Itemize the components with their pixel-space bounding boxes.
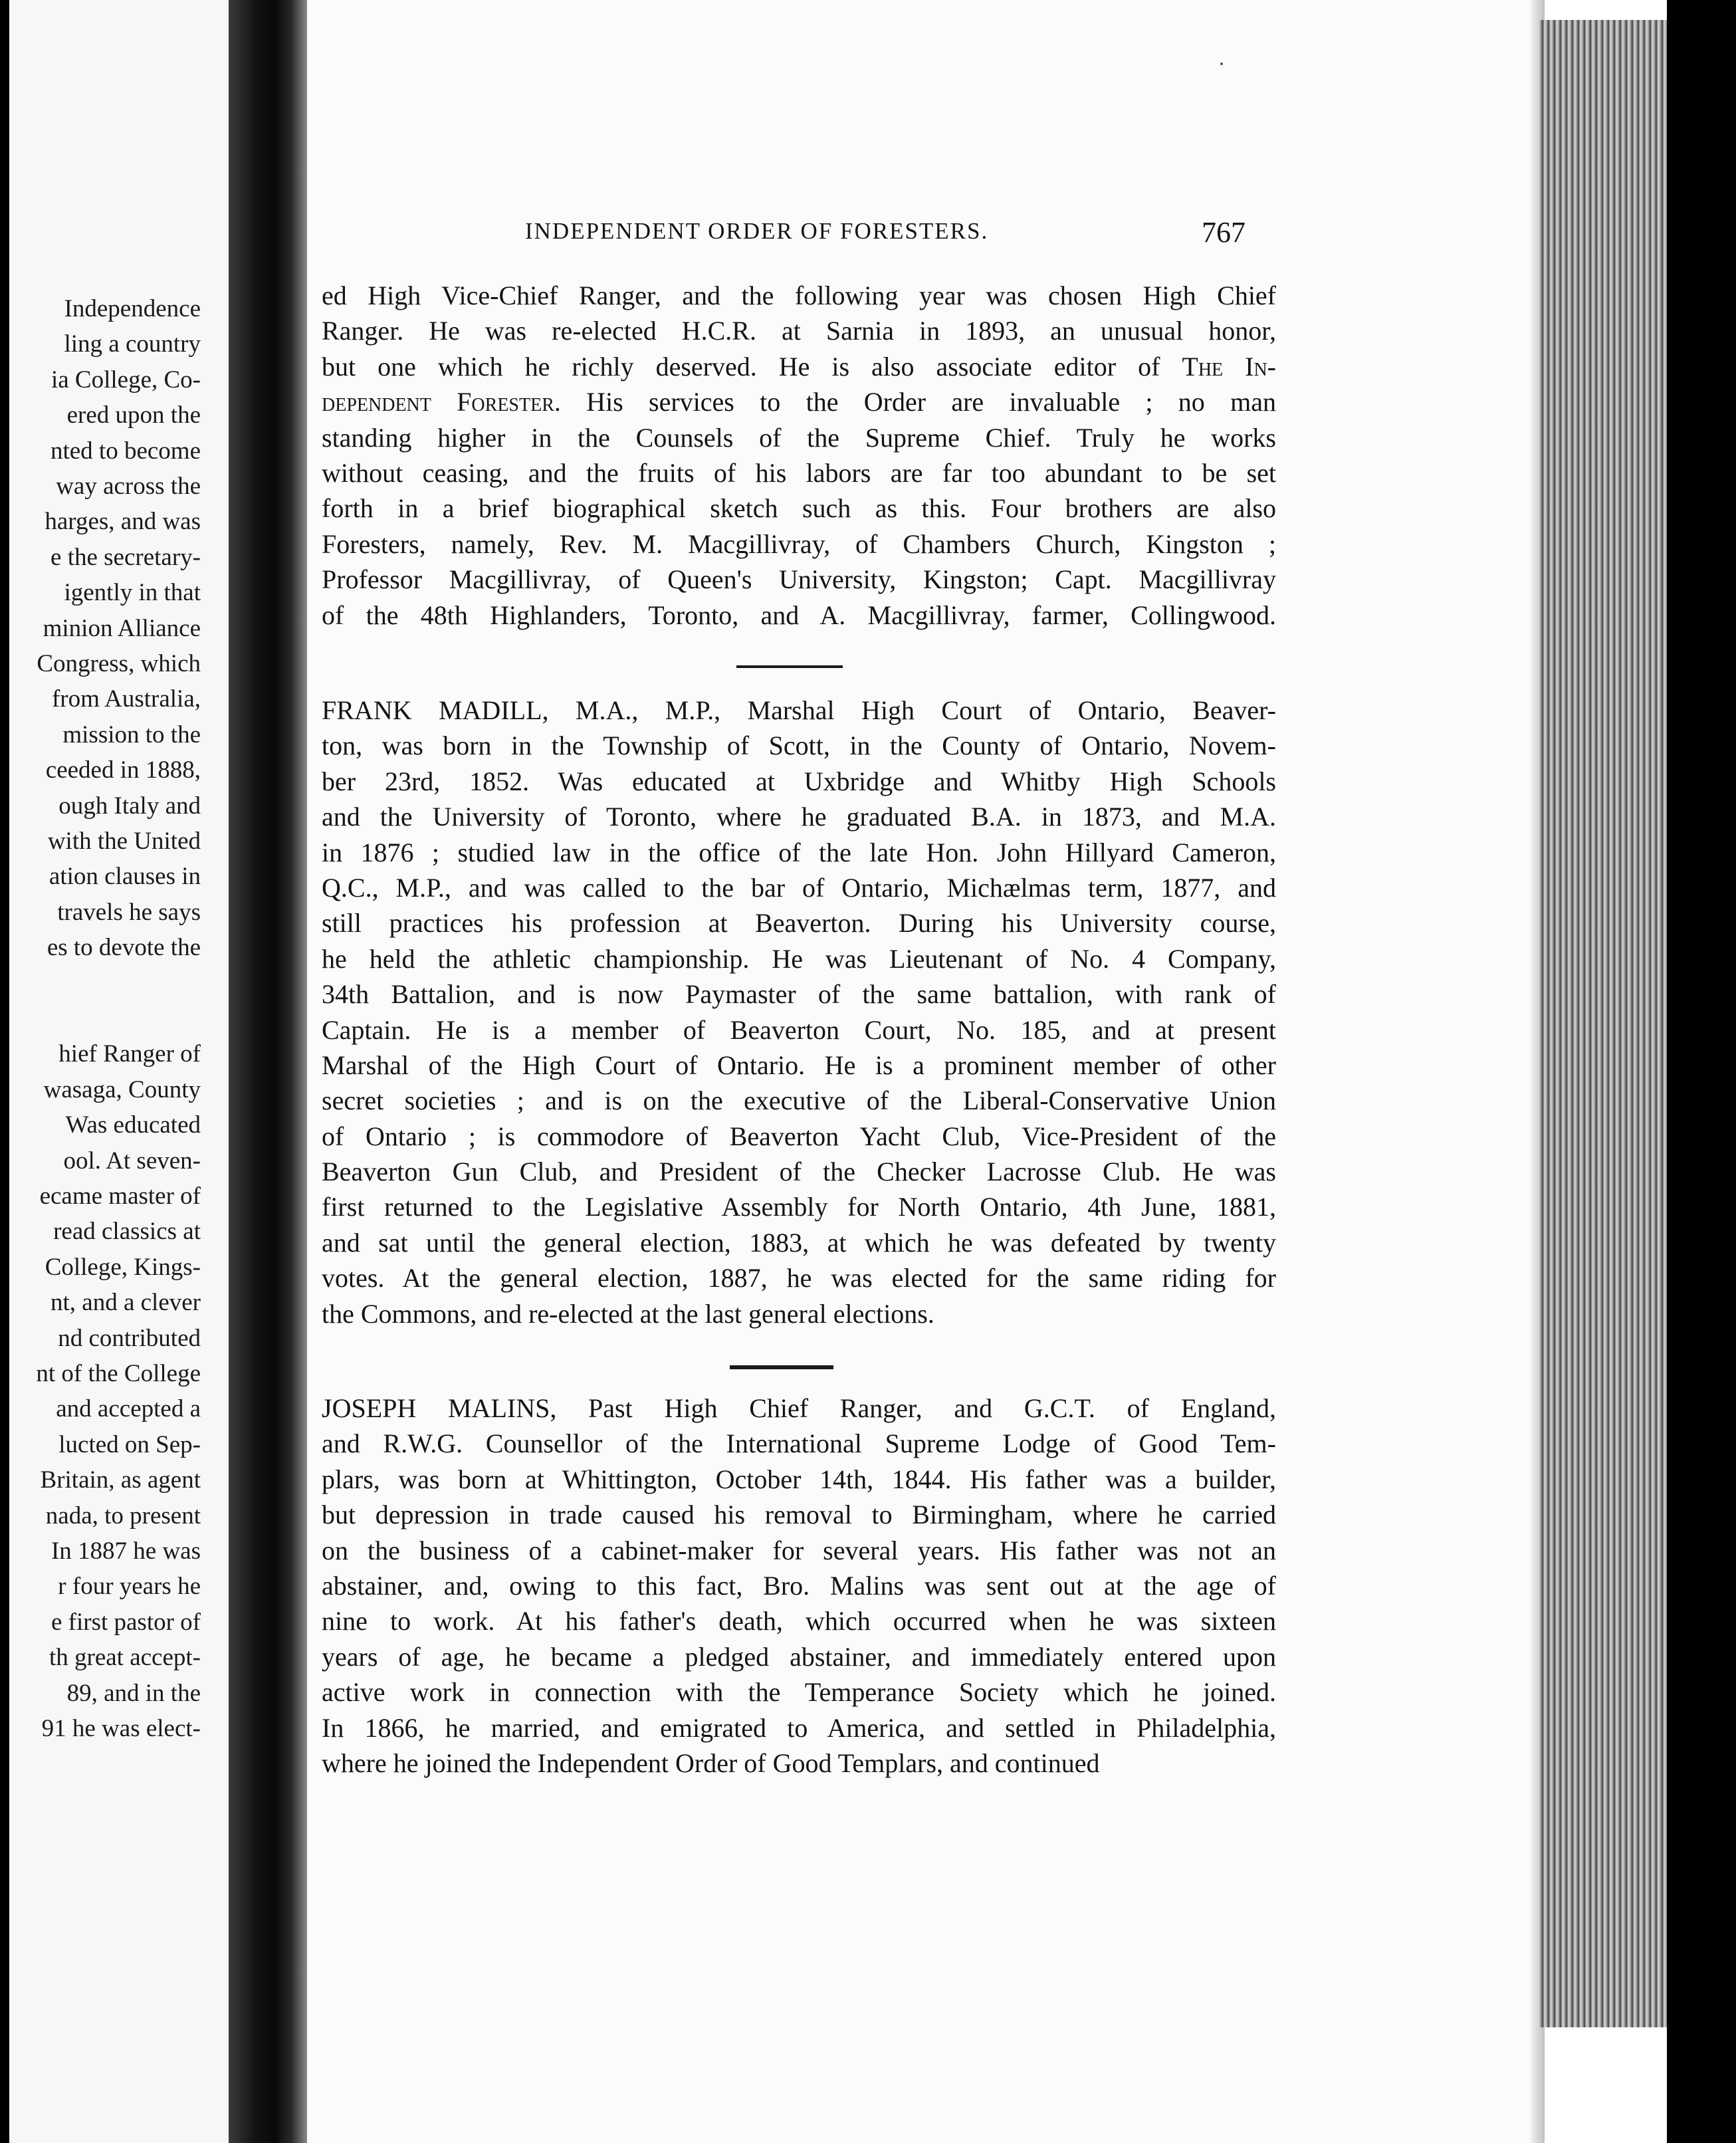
text-line: he held the athletic championship. He was Lieutenant of No. 4 Company, <box>322 943 1276 974</box>
section-divider <box>730 1365 833 1369</box>
facing-page-line: travels he says <box>57 898 201 926</box>
facing-page-line: wasaga, County <box>43 1075 201 1103</box>
publication-title: The In- <box>1182 351 1276 382</box>
text-line: secret societies ; and is on the executive of the Liberal-Conservative Union <box>322 1085 1276 1116</box>
text-line: Captain. He is a member of Beaverton Court, No. 185, and at present <box>322 1014 1276 1045</box>
facing-page-line: Congress, which <box>37 650 201 677</box>
text-line: but depression in trade caused his removal to Birmingham, where he carried <box>322 1500 1276 1530</box>
paragraph-frank-madill <box>322 693 1276 1331</box>
text-line: and the University of Toronto, where he graduated B.A. in 1873, and M.A. <box>322 802 1276 832</box>
facing-page-line: Britain, as agent <box>40 1466 201 1494</box>
facing-page-line: hief Ranger of <box>58 1040 201 1068</box>
text-line: Professor Macgillivray, of Queen's University, Kingston; Capt. Macgillivray <box>322 564 1276 595</box>
page-number: 767 <box>1202 216 1246 249</box>
text-line: active work in connection with the Temperance Society which he joined. <box>322 1677 1276 1708</box>
text-run: but one which he richly deserved. He is also associate editor of <box>322 351 1182 382</box>
text-line: nine to work. At his father's death, which occurred when he was sixteen <box>322 1606 1276 1636</box>
facing-page-line: way across the <box>56 473 201 500</box>
facing-page-line: ool. At seven- <box>63 1147 201 1175</box>
text-line: still practices his profession at Beaverton. During his University course, <box>322 908 1276 939</box>
publication-title: dependent Forester. <box>322 387 561 417</box>
facing-page-line: harges, and was <box>45 508 201 536</box>
facing-page-line: with the United <box>47 828 201 855</box>
text-line: the Commons, and re-elected at the last general elections. <box>322 1298 934 1329</box>
text-line: first returned to the Legislative Assembly for North Ontario, 4th June, 1881, <box>322 1192 1276 1222</box>
text-line: in 1876 ; studied law in the office of the late Hon. John Hillyard Cameron, <box>322 837 1276 867</box>
facing-page-line: th great accept- <box>49 1644 201 1672</box>
text-line: without ceasing, and the fruits of his labors are far too abundant to be set <box>322 457 1276 488</box>
facing-page-line: ecame master of <box>39 1183 201 1210</box>
text-line: JOSEPH MALINS, Past High Chief Ranger, and G.C.T. of England, <box>322 1393 1276 1423</box>
text-line: In 1866, he married, and emigrated to America, and settled in Philadelphia, <box>322 1712 1276 1743</box>
facing-page-line: ceeded in 1888, <box>45 756 201 784</box>
facing-page-line: ia College, Co- <box>51 366 201 394</box>
text-line: where he joined the Independent Order of Good Templars, and continued <box>322 1748 1100 1778</box>
facing-page-line: ling a country <box>64 330 201 358</box>
facing-page-line: nt, and a clever <box>51 1289 201 1317</box>
facing-page-line: ough Italy and <box>58 792 201 820</box>
facing-page-text <box>9 0 229 2143</box>
facing-page-line: minion Alliance <box>43 614 201 642</box>
book-page-edges <box>1539 20 1667 2027</box>
text-line: of the 48th Highlanders, Toronto, and A. Macgillivray, farmer, Collingwood. <box>322 600 1276 630</box>
facing-page-line: 91 he was elect- <box>41 1715 201 1742</box>
text-line: plars, was born at Whittington, October 14th, 1844. His father was a builder, <box>322 1464 1276 1494</box>
facing-page-line: nd contributed <box>58 1324 201 1352</box>
text-line: Marshal of the High Court of Ontario. He is a prominent member of other <box>322 1050 1276 1080</box>
text-line: on the business of a cabinet-maker for several years. His father was not an <box>322 1535 1276 1565</box>
text-line: and sat until the general election, 1883, at which he was defeated by twenty <box>322 1227 1276 1258</box>
text-line: years of age, he became a pledged abstainer, and immediately entered upon <box>322 1641 1276 1672</box>
text-line: forth in a brief biographical sketch such as this. Four brothers are also <box>322 493 1276 524</box>
text-line: ton, was born in the Township of Scott, in the County of Ontario, Novem- <box>322 731 1276 761</box>
text-line: ber 23rd, 1852. Was educated at Uxbridge and Whitby High Schools <box>322 766 1276 796</box>
facing-page-line: igently in that <box>64 579 201 607</box>
text-line: FRANK MADILL, M.A., M.P., Marshal High Court of Ontario, Beaver- <box>322 695 1276 725</box>
text-line: 34th Battalion, and is now Paymaster of the same battalion, with rank of <box>322 979 1276 1010</box>
text-line: and R.W.G. Counsellor of the International Supreme Lodge of Good Tem- <box>322 1428 1276 1459</box>
facing-page-line: Independence <box>64 295 201 322</box>
running-head: INDEPENDENT ORDER OF FORESTERS. <box>525 218 989 244</box>
text-line <box>322 349 1276 384</box>
facing-page-line: nada, to present <box>45 1502 201 1529</box>
text-line: votes. At the general election, 1887, he was elected for the same riding for <box>322 1263 1276 1294</box>
facing-page-line: read classics at <box>53 1218 201 1246</box>
facing-page-line: Was educated <box>65 1111 201 1139</box>
facing-page-line: mission to the <box>62 721 201 748</box>
paragraph-macgillivray-continued <box>322 278 1276 633</box>
facing-page-line: ation clauses in <box>49 863 201 891</box>
facing-page-line: ered upon the <box>66 401 201 429</box>
facing-page-line: r four years he <box>58 1573 201 1601</box>
facing-page-line: and accepted a <box>56 1395 201 1423</box>
text-line: Beaverton Gun Club, and President of the Checker Lacrosse Club. He was <box>322 1157 1276 1187</box>
section-divider <box>736 665 843 668</box>
facing-page-line: In 1887 he was <box>51 1537 201 1565</box>
facing-page-line: 89, and in the <box>66 1679 201 1707</box>
text-line: of Ontario ; is commodore of Beaverton Yacht Club, Vice-President of the <box>322 1121 1276 1151</box>
text-line: ed High Vice-Chief Ranger, and the following year was chosen High Chief <box>322 281 1276 310</box>
facing-page-line: e the secretary- <box>51 543 201 571</box>
facing-page-left <box>9 0 229 2143</box>
facing-page-line: lucted on Sep- <box>58 1430 201 1458</box>
paragraph-joseph-malins <box>322 1391 1276 1781</box>
text-line: standing higher in the Counsels of the Supreme Chief. Truly he works <box>322 422 1276 453</box>
facing-page-line: nted to become <box>50 437 201 465</box>
scan-border-left <box>0 0 9 2143</box>
scan-speck <box>1220 62 1223 65</box>
text-run: His services to the Order are invaluable ; no man <box>560 387 1276 417</box>
facing-page-line: es to devote the <box>47 934 201 962</box>
text-line: Q.C., M.P., and was called to the bar of Ontario, Michælmas term, 1877, and <box>322 872 1276 903</box>
book-gutter <box>229 0 307 2143</box>
scan-border-right <box>1667 0 1736 2143</box>
facing-page-line: e first pastor of <box>51 1608 201 1636</box>
facing-page-line: from Australia, <box>51 685 201 713</box>
text-line: Ranger. He was re-elected H.C.R. at Sarnia in 1893, an unusual honor, <box>322 316 1276 346</box>
text-line: Foresters, namely, Rev. M. Macgillivray, of Chambers Church, Kingston ; <box>322 528 1276 559</box>
text-line: abstainer, and, owing to this fact, Bro. Malins was sent out at the age of <box>322 1570 1276 1601</box>
text-line <box>322 384 1276 419</box>
facing-page-line: nt of the College <box>36 1360 201 1387</box>
facing-page-line: College, Kings- <box>45 1253 201 1281</box>
